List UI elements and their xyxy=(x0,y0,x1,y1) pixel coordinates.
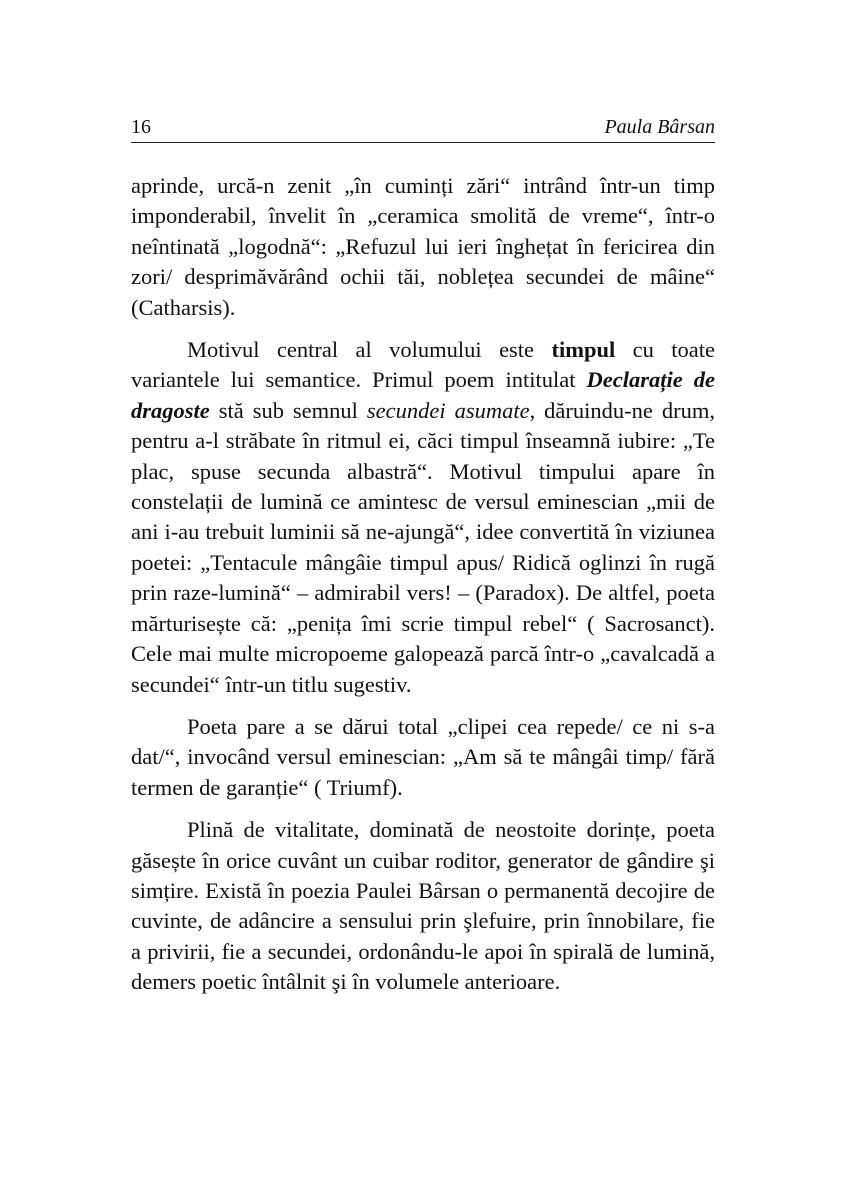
paragraph-3: Poeta pare a se dărui total „clipei cea repede/ ce ni s-a dat/“, invocând versul eminescian: „Am să te mângâi timp/ fără termen de garanție“ ( Triumf). xyxy=(131,713,715,800)
body-text xyxy=(131,171,715,998)
bold-term-timpul: timpul xyxy=(551,337,616,363)
poem-title-declaratie: Declarație de dragoste xyxy=(131,367,715,423)
running-header-author: Paula Bârsan xyxy=(604,116,715,138)
paragraph-2-text-3: stă sub semnul xyxy=(209,397,367,423)
book-page xyxy=(131,114,715,1010)
italic-phrase-secundei: secundei asumate xyxy=(366,397,530,423)
paragraph-2-text-2: cu toate variantele lui semantice. Primul poem intitulat xyxy=(131,337,715,393)
paragraph-2 xyxy=(131,335,715,700)
running-header xyxy=(131,114,715,143)
paragraph-2-text-1: Motivul central al volumului este xyxy=(187,337,552,363)
paragraph-2-text-4: , dăruindu-ne drum, pentru a-l străbate în ritmul ei, căci timpul înseamnă iubire: „Te plac, spuse secunda albastră“. Motivul timpului apare în constelații de lumină ce amintesc de versul eminescian „mii de ani i-au trebuit luminii să ne-ajungă“, idee convertită în viziunea poetei: „Tentacule mângâie timpul apus/ Ridică oglinzi în rugă prin raze-lumină“ – admirabil vers! – (Paradox). De altfel, poeta mărturisește că: „penița îmi scrie timpul rebel“ ( Sacrosanct). Cele mai multe micropoeme galopează parcă într-o „cavalcadă a secundei“ într-un titlu sugestiv. xyxy=(131,397,715,697)
page-number: 16 xyxy=(131,116,151,138)
paragraph-4: Plină de vitalitate, dominată de neostoite dorințe, poeta găsește în orice cuvânt un cuibar roditor, generator de gândire şi simțire. Există în poezia Paulei Bârsan o permanentă decojire de cuvinte, de adâncire a sensului prin şlefuire, prin înnobilare, fie a privirii, fie a secundei, ordonându-le apoi în spirală de lumină, demers poetic întâlnit şi în volumele anterioare. xyxy=(131,817,715,995)
paragraph-1: aprinde, urcă-n zenit „în cuminți zări“ intrând într-un timp imponderabil, învelit în „ceramica smolită de vreme“, într-o neîntinată „logodnă“: „Refuzul lui ieri înghețat în fericirea din zori/ desprimăvărând ochii tăi, noblețea secundei de mâine“ (Catharsis). xyxy=(131,173,715,320)
